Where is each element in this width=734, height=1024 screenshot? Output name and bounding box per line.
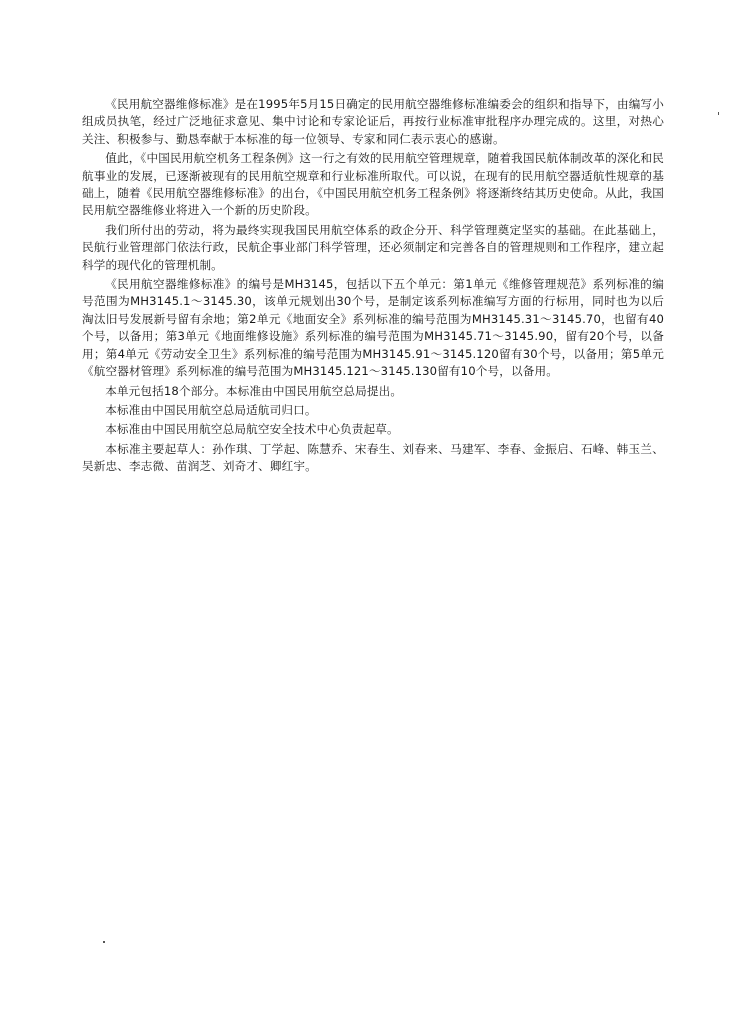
- scan-speck-bottom: [103, 941, 105, 943]
- paragraph-goals: 我们所付出的劳动，将为最终实现我国民用航空体系的政企分开、科学管理奠定坚实的基础。在此基础上，民航行业管理部门依法行政，民航企事业部门科学管理，还必须制定和完善各自的管理规则和工作程序，建立起科学的现代化的管理机制。: [82, 222, 664, 272]
- paragraph-drafting-unit: 本标准由中国民用航空总局航空安全技术中心负责起草。: [105, 422, 399, 437]
- paragraph-drafters: 本标准主要起草人：孙作琪、丁学起、陈慧乔、宋春生、刘春来、马建军、李春、金振启、石峰、韩玉兰、吴新忠、李志微、苗润芝、刘奇才、卿红宇。: [82, 441, 664, 474]
- paragraph-scope: 本单元包括18个部分。本标准由中国民用航空总局提出。: [105, 383, 403, 398]
- paragraph-history: 值此，《中国民用航空机务工程条例》这一行之有效的民用航空管理规章，随着我国民航体制改革的深化和民航事业的发展，已逐渐被现有的民用航空规章和行业标准所取代。可以说，在现有的民用航空器适航性规章的基础上，随着《民用航空器维修标准》的出台，《中国民用航空机务工程条例》将逐渐终结其历史使命。从此，我国民用航空器维修业将进入一个新的历史阶段。: [82, 151, 664, 218]
- paragraph-acknowledgement: 《民用航空器维修标准》是在1995年5月15日确定的民用航空器维修标准编委会的组织和指导下，由编写小组成员执笔，经过广泛地征求意见、集中讨论和专家论证后，再按行业标准审批程序办理完成的。这里，对热心关注、积极参与、勤恳奉献于本标准的每一位领导、专家和同仁表示衷心的感谢。: [82, 97, 664, 146]
- document-body: [82, 96, 664, 478]
- paragraph-jurisdiction: 本标准由中国民用航空总局适航司归口。: [105, 402, 317, 417]
- paragraph-numbering: 《民用航空器维修标准》的编号是MH3145，包括以下五个单元：第1单元《维修管理规范》系列标准的编号范围为MH3145.1～3145.30，该单元规划出30个号，是制定该系列标准编写方面的行标用，同时也为以后淘汰旧号发展新号留有余地；第2单元《地面安全》系列标准的编号范围为MH3145.31～3145.70，也留有40个号，以备用；第3单元《地面维修设施》系列标准的编号范围为MH3145.71～3145.90，留有20个号，以备用；第4单元《劳动安全卫生》系列标准的编号范围为MH3145.91～3145.120留有30个号，以备用；第5单元《航空器材管理》系列标准的编号范围为MH3145.121～3145.130留有10个号，以备用。: [82, 277, 664, 379]
- scan-speck-right: [718, 112, 719, 115]
